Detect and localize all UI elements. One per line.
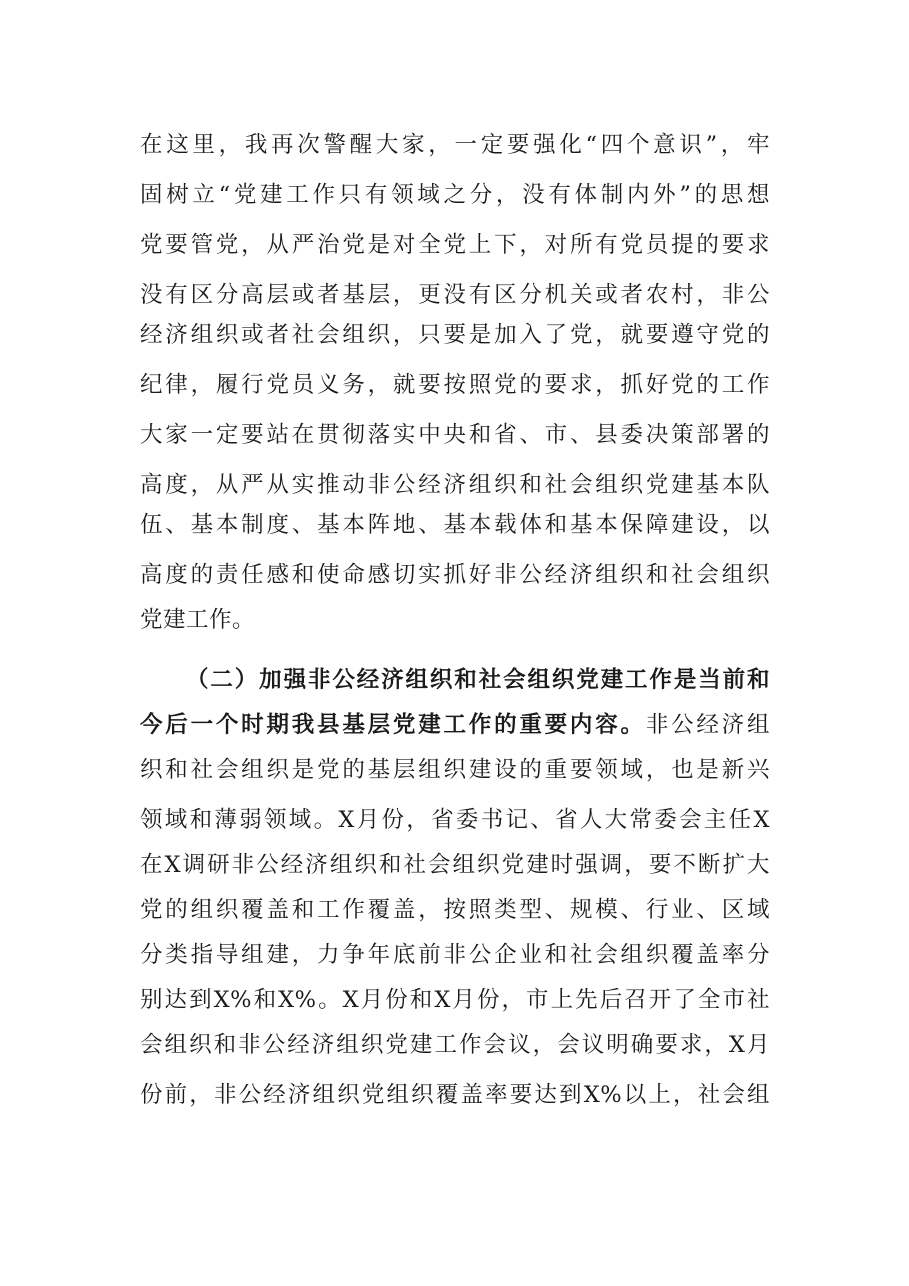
- paragraph-2-line: 份前，非公经济组织党组织覆盖率要达到X%以上，社会组: [140, 1082, 770, 1108]
- paragraph-1-line: 党建工作。: [140, 607, 256, 633]
- section-heading-line: （二）加强非公经济组织和社会组织党建工作是当前和: [186, 667, 770, 693]
- paragraph-2-line: 领域和薄弱领域。X月份，省委书记、省人大常委会主任X: [140, 807, 770, 833]
- paragraph-1-line: 高度的责任感和使命感切实抓好非公经济组织和社会组织: [140, 562, 770, 588]
- paragraph-2-line: 党的组织覆盖和工作覆盖，按照类型、规模、行业、区域: [140, 897, 770, 923]
- section-heading-bold-text: 今后一个时期我县基层党建工作的重要内容。: [140, 712, 646, 738]
- paragraph-1-line: 高度，从严从实推动非公经济组织和社会组织党建基本队: [140, 472, 770, 498]
- paragraph-1-line: 固树立“党建工作只有领域之分，没有体制内外”的思想: [140, 182, 770, 208]
- paragraph-2-line: 会组织和非公经济组织党建工作会议，会议明确要求，X月: [140, 1032, 770, 1058]
- paragraph-2-line: 分类指导组建，力争年底前非公企业和社会组织覆盖率分: [140, 942, 770, 968]
- paragraph-2-line: 织和社会组织是党的基层组织建设的重要领域，也是新兴: [140, 757, 770, 783]
- paragraph-1-line: 经济组织或者社会组织，只要是加入了党，就要遵守党的: [140, 322, 770, 348]
- paragraph-1-line: 纪律，履行党员义务，就要按照党的要求，抓好党的工作: [140, 372, 770, 398]
- paragraph-1-line: 伍、基本制度、基本阵地、基本载体和基本保障建设，以: [140, 512, 770, 538]
- section-heading-line: [140, 710, 770, 740]
- section-body-text: 非公经济组: [645, 712, 770, 738]
- paragraph-2-line: 在X调研非公经济组织和社会组织党建时强调，要不断扩大: [140, 852, 770, 878]
- paragraph-1-line: 党要管党，从严治党是对全党上下，对所有党员提的要求: [140, 232, 770, 258]
- paragraph-2-line: 别达到X%和X%。X月份和X月份，市上先后召开了全市社: [140, 987, 770, 1013]
- paragraph-1-line: 在这里，我再次警醒大家，一定要强化“四个意识”，牢: [140, 132, 770, 158]
- paragraph-1-line: 大家一定要站在贯彻落实中央和省、市、县委决策部署的: [140, 422, 770, 448]
- paragraph-1-line: 没有区分高层或者基层，更没有区分机关或者农村，非公: [140, 282, 770, 308]
